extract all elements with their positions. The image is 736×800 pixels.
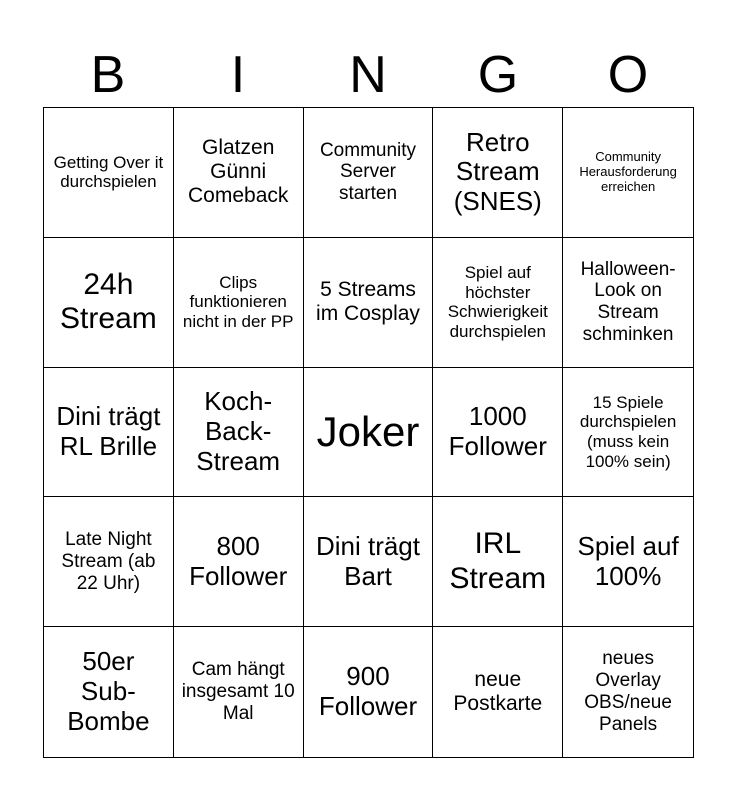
bingo-cell-3-4[interactable] xyxy=(433,368,563,498)
bingo-cell-4-2[interactable] xyxy=(174,497,304,627)
bingo-header xyxy=(43,42,693,108)
bingo-cell-2-1[interactable] xyxy=(44,238,174,368)
cell-text: Cam hängt insgesamt 10 Mal xyxy=(181,659,295,725)
bingo-cell-5-1[interactable] xyxy=(44,627,174,757)
cell-text: Dini trägt RL Brille xyxy=(56,401,161,461)
bingo-cell-1-5[interactable] xyxy=(563,108,693,238)
bingo-grid xyxy=(43,107,694,758)
bingo-cell-1-2[interactable] xyxy=(174,108,304,238)
cell-text: Glatzen Günni Comeback xyxy=(188,136,289,208)
cell-text: 24h Stream xyxy=(60,267,157,336)
cell-text: Joker xyxy=(316,407,420,455)
header-letter-g: G xyxy=(477,46,519,104)
bingo-cell-3-5[interactable] xyxy=(563,368,693,498)
cell-text: 5 Streams im Cosplay xyxy=(316,278,420,326)
cell-text: IRL Stream xyxy=(449,527,547,595)
bingo-cell-3-1[interactable] xyxy=(44,368,174,498)
cell-text: neue Postkarte xyxy=(453,667,543,716)
cell-text: 50er Sub-Bombe xyxy=(67,646,150,737)
cell-text: 800 Follower xyxy=(189,530,288,591)
bingo-cell-5-3[interactable] xyxy=(304,627,434,757)
bingo-cell-3-2[interactable] xyxy=(174,368,304,498)
cell-text: 1000 Follower xyxy=(448,401,547,461)
cell-text: Halloween-Look on Stream schminken xyxy=(580,258,676,346)
cell-text: Dini trägt Bart xyxy=(315,530,420,591)
cell-text: neues Overlay OBS/neue Panels xyxy=(584,648,672,735)
bingo-cell-2-2[interactable] xyxy=(174,238,304,368)
cell-text: Community Herausforderung erreichen xyxy=(579,148,677,194)
bingo-cell-5-5[interactable] xyxy=(563,627,693,757)
bingo-cell-4-4[interactable] xyxy=(433,497,563,627)
bingo-cell-5-4[interactable] xyxy=(433,627,563,757)
header-letter-i: I xyxy=(230,46,246,104)
bingo-cell-1-1[interactable] xyxy=(44,108,174,238)
bingo-cell-1-4[interactable] xyxy=(433,108,563,238)
bingo-cell-2-5[interactable] xyxy=(563,238,693,368)
cell-text: Spiel auf 100% xyxy=(577,530,679,591)
bingo-cell-4-1[interactable] xyxy=(44,497,174,627)
bingo-cell-4-5[interactable] xyxy=(563,497,693,627)
header-letter-o: O xyxy=(607,46,649,104)
bingo-cell-4-3[interactable] xyxy=(304,497,434,627)
bingo-cell-1-3[interactable] xyxy=(304,108,434,238)
bingo-cell-2-4[interactable] xyxy=(433,238,563,368)
cell-text: Getting Over it durchspielen xyxy=(53,152,164,192)
cell-text: Koch-Back-Stream xyxy=(196,386,281,476)
cell-text: Late Night Stream (ab 22 Uhr) xyxy=(61,529,156,594)
bingo-cell-2-3[interactable] xyxy=(304,238,434,368)
cell-text: 900 Follower xyxy=(318,661,418,722)
cell-text: Community Server starten xyxy=(319,139,417,205)
header-letter-n: N xyxy=(349,46,387,104)
cell-text: Retro Stream (SNES) xyxy=(453,126,542,217)
cell-text: Spiel auf höchster Schwierigkeit durchspielen xyxy=(447,263,548,341)
cell-text: 15 Spiele durchspielen (muss kein 100% sein) xyxy=(579,392,677,471)
header-letter-b: B xyxy=(90,46,126,104)
bingo-cell-5-2[interactable] xyxy=(174,627,304,757)
bingo-cell-3-3[interactable] xyxy=(304,368,434,498)
cell-text: Clips funktionieren nicht in der PP xyxy=(182,272,294,331)
